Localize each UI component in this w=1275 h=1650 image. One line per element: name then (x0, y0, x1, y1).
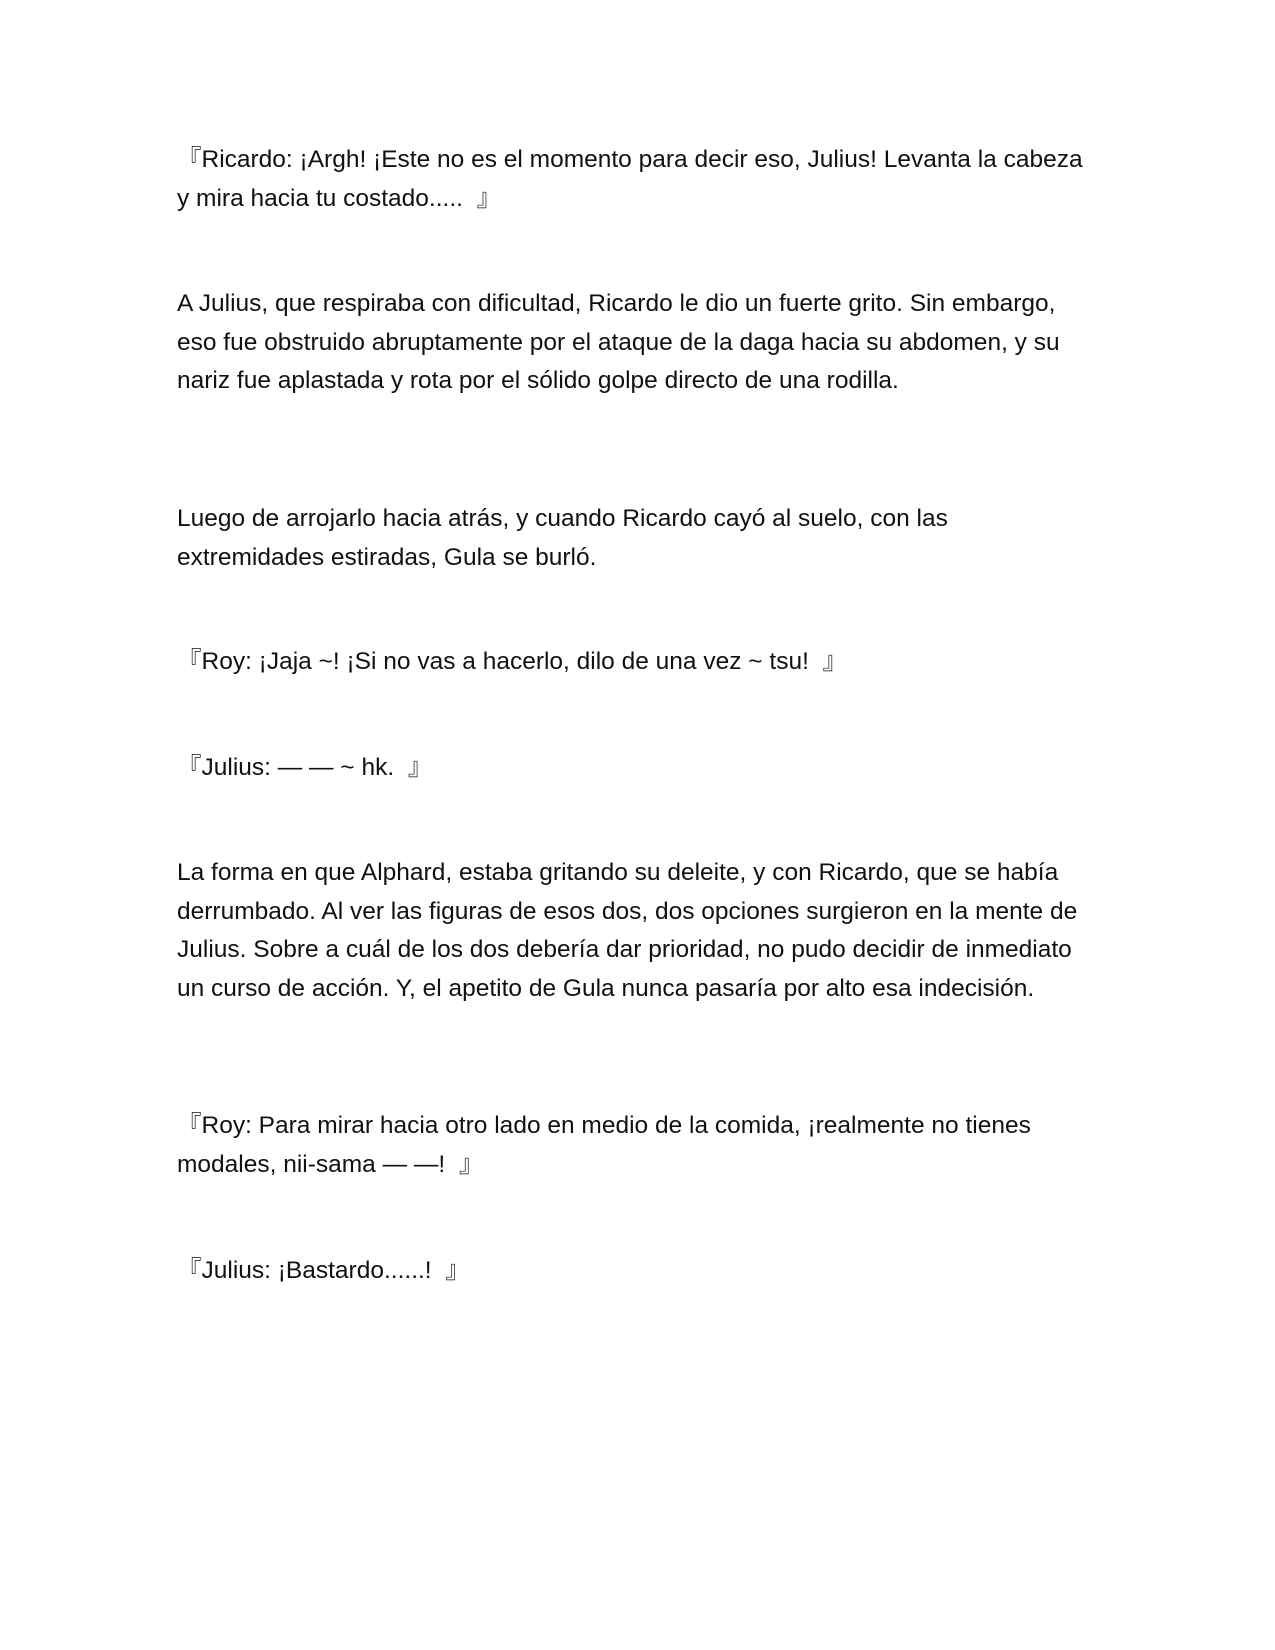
dialogue-roy: 『Roy: ¡Jaja ~! ¡Si no vas a hacerlo, dilo de una vez ~ tsu! 』 (177, 648, 847, 675)
narration-paragraph: A Julius, que respiraba con dificultad, Ricardo le dio un fuerte grito. Sin embargo, eso fue obstruido abruptamente por el ataque de la daga hacia su abdomen, y su nariz fue aplastada y rota por el sólido golpe directo de una rodilla. (177, 290, 1060, 394)
dialogue-julius: 『Julius: ― ― ~ hk. 』 (177, 754, 433, 781)
narration-paragraph: La forma en que Alphard, estaba gritando su deleite, y con Ricardo, que se había derrumbado. Al ver las figuras de esos dos, dos opciones surgieron en la mente de Julius. Sobre a cuál de los dos debería dar prioridad, no pudo decidir de inmediato un curso de acción. Y, el apetito de Gula nunca pasaría por alto esa indecisión. (177, 859, 1078, 1002)
dialogue-roy: 『Roy: Para mirar hacia otro lado en medio de la comida, ¡realmente no tienes modales, nii-sama ― ―! 』 (177, 1112, 1038, 1178)
narration-paragraph: Luego de arrojarlo hacia atrás, y cuando Ricardo cayó al suelo, con las extremidades estiradas, Gula se burló. (177, 505, 948, 571)
dialogue-ricardo: 『Ricardo: ¡Argh! ¡Este no es el momento para decir eso, Julius! Levanta la cabeza y mira hacia tu costado..... 』 (177, 146, 1090, 212)
dialogue-julius: 『Julius: ¡Bastardo......! 』 (177, 1257, 470, 1284)
